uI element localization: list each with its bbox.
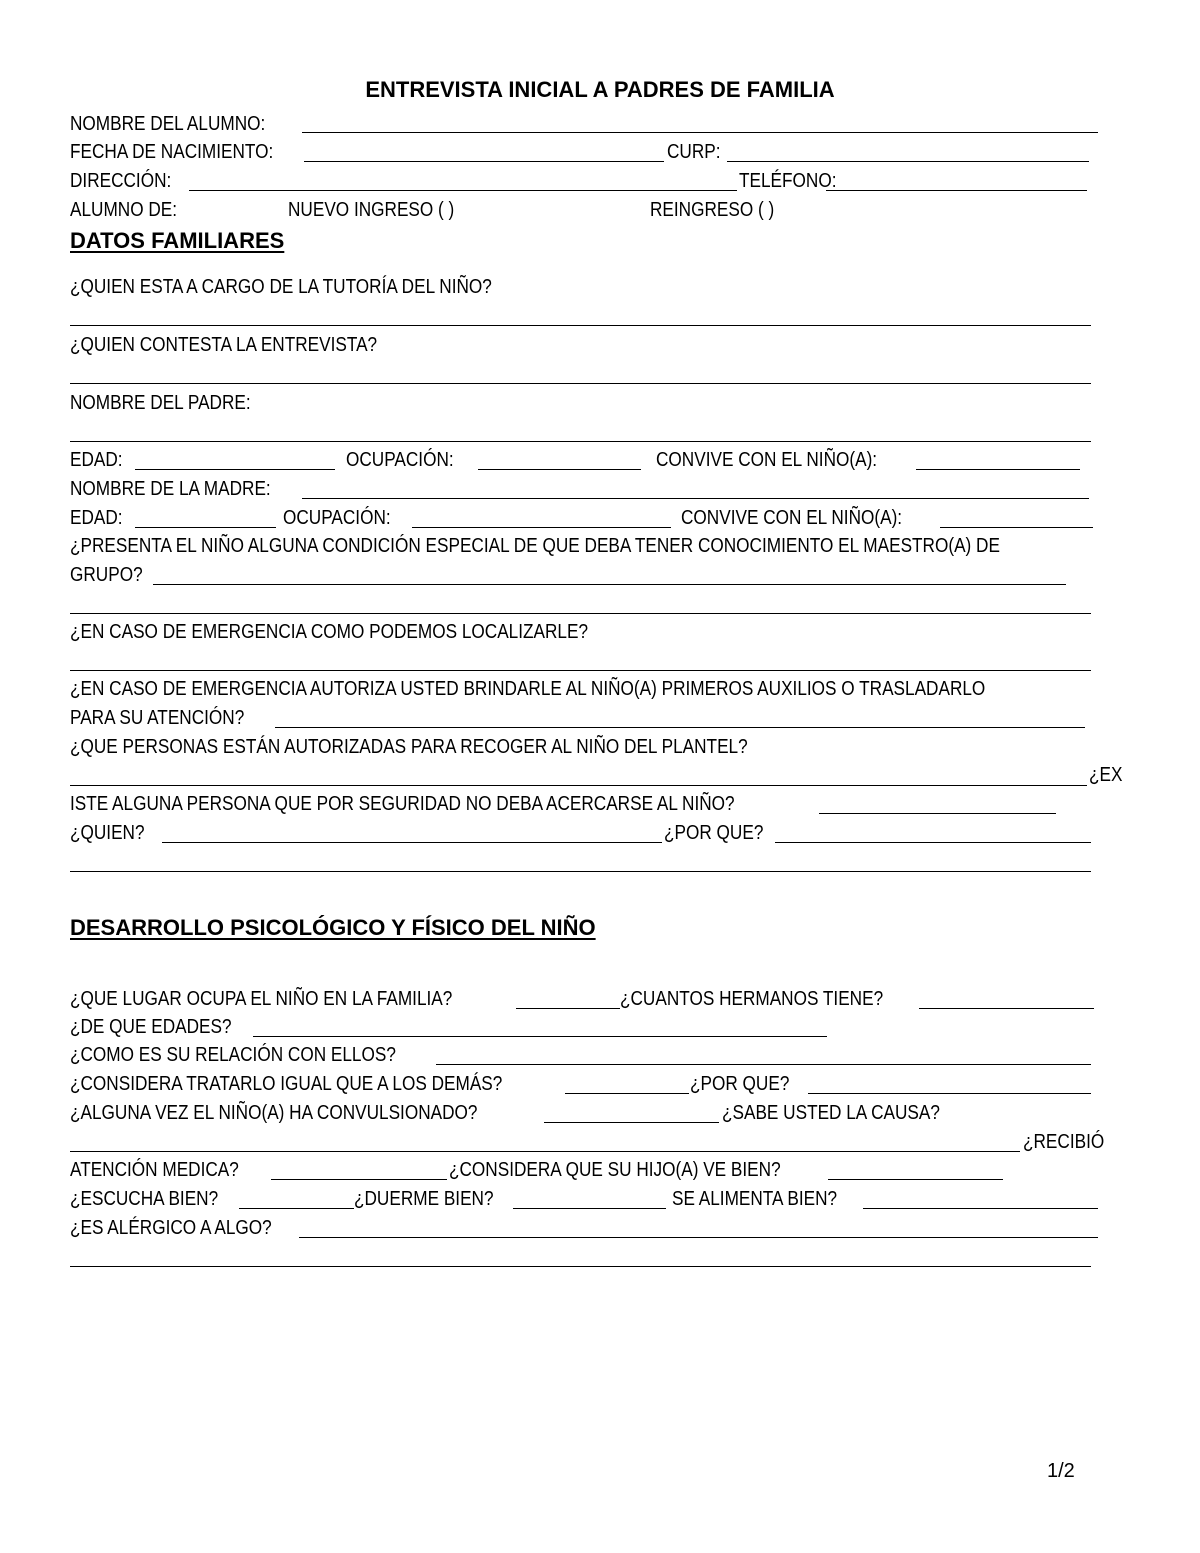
label-convive-padre: CONVIVE CON EL NIÑO(A): [656, 449, 878, 471]
label-relacion: ¿COMO ES SU RELACIÓN CON ELLOS? [70, 1044, 396, 1066]
label-curp: CURP: [667, 141, 721, 163]
label-escucha-bien: ¿ESCUCHA BIEN? [70, 1188, 219, 1210]
field-existe-persona[interactable] [819, 813, 1056, 814]
label-lugar-familia: ¿QUE LUGAR OCUPA EL NIÑO EN LA FAMILIA? [70, 988, 453, 1010]
label-condicion-especial: ¿PRESENTA EL NIÑO ALGUNA CONDICIÓN ESPECIAL DE QUE DEBA TENER CONOCIMIENTO EL MAESTRO(A) DE [70, 535, 1000, 557]
field-cuantos-hermanos[interactable] [919, 1008, 1094, 1009]
field-escucha-bien[interactable] [239, 1208, 354, 1209]
field-se-alimenta[interactable] [863, 1208, 1098, 1209]
field-edad-padre[interactable] [135, 469, 335, 470]
label-se-alimenta: SE ALIMENTA BIEN? [672, 1188, 838, 1210]
label-ocupacion-padre: OCUPACIÓN: [346, 449, 454, 471]
label-tratarlo-igual: ¿CONSIDERA TRATARLO IGUAL QUE A LOS DEMÁS? [70, 1073, 503, 1095]
label-ocupacion-madre: OCUPACIÓN: [283, 507, 391, 529]
label-emergencia-localizar: ¿EN CASO DE EMERGENCIA COMO PODEMOS LOCALIZARLE? [70, 621, 589, 643]
field-condicion-especial-cont[interactable] [70, 613, 1091, 614]
label-quien: ¿QUIEN? [70, 822, 145, 844]
field-fecha-nacimiento[interactable] [304, 161, 664, 162]
field-nombre-alumno[interactable] [302, 132, 1098, 133]
field-relacion[interactable] [436, 1064, 1091, 1065]
label-telefono: TELÉFONO: [739, 170, 837, 192]
label-personas-autorizadas: ¿QUE PERSONAS ESTÁN AUTORIZADAS PARA RECOGER AL NIÑO DEL PLANTEL? [70, 736, 748, 758]
label-alumno-de: ALUMNO DE: [70, 199, 178, 221]
label-edades: ¿DE QUE EDADES? [70, 1016, 232, 1038]
field-autoriza-auxilios[interactable] [275, 727, 1085, 728]
field-sabe-causa[interactable] [70, 1151, 1020, 1152]
label-existe-part1: ¿EX [1089, 764, 1123, 786]
label-edad-padre: EDAD: [70, 449, 123, 471]
field-ocupacion-padre[interactable] [478, 469, 641, 470]
label-convulsionado: ¿ALGUNA VEZ EL NIÑO(A) HA CONVULSIONADO? [70, 1102, 478, 1124]
field-atencion-medica[interactable] [271, 1179, 447, 1180]
field-convive-padre[interactable] [916, 469, 1080, 470]
label-por-que: ¿POR QUE? [664, 822, 764, 844]
field-edad-madre[interactable] [135, 527, 276, 528]
option-nuevo-ingreso[interactable]: NUEVO INGRESO ( ) [288, 199, 455, 221]
field-direccion[interactable] [189, 190, 737, 191]
label-nombre-alumno: NOMBRE DEL ALUMNO: [70, 113, 266, 135]
label-contesta: ¿QUIEN CONTESTA LA ENTREVISTA? [70, 334, 378, 356]
field-convulsionado[interactable] [544, 1122, 719, 1123]
field-emergencia-localizar[interactable] [70, 670, 1091, 671]
label-existe-persona: ISTE ALGUNA PERSONA QUE POR SEGURIDAD NO DEBA ACERCARSE AL NIÑO? [70, 793, 735, 815]
label-autoriza-atencion: PARA SU ATENCIÓN? [70, 707, 245, 729]
field-alergico-cont[interactable] [70, 1266, 1091, 1267]
label-tutoria: ¿QUIEN ESTA A CARGO DE LA TUTORÍA DEL NIÑO? [70, 276, 492, 298]
field-contesta[interactable] [70, 383, 1091, 384]
field-tutoria[interactable] [70, 325, 1091, 326]
option-reingreso[interactable]: REINGRESO ( ) [650, 199, 775, 221]
label-ve-bien: ¿CONSIDERA QUE SU HIJO(A) VE BIEN? [449, 1159, 781, 1181]
section-heading-datos-familiares: DATOS FAMILIARES [70, 228, 285, 253]
label-cuantos-hermanos: ¿CUANTOS HERMANOS TIENE? [620, 988, 884, 1010]
label-duerme-bien: ¿DUERME BIEN? [354, 1188, 494, 1210]
field-nombre-padre[interactable] [70, 441, 1091, 442]
label-condicion-grupo: GRUPO? [70, 564, 143, 586]
label-convive-madre: CONVIVE CON EL NIÑO(A): [681, 507, 903, 529]
field-convive-madre[interactable] [940, 527, 1093, 528]
field-ocupacion-madre[interactable] [412, 527, 671, 528]
label-recibio-part1: ¿RECIBIÓ [1023, 1131, 1105, 1153]
label-alergico: ¿ES ALÉRGICO A ALGO? [70, 1217, 272, 1239]
field-lugar-familia[interactable] [516, 1008, 620, 1009]
field-personas-autorizadas[interactable] [70, 785, 1087, 786]
field-por-que[interactable] [775, 842, 1091, 843]
field-duerme-bien[interactable] [513, 1208, 666, 1209]
field-condicion-especial[interactable] [153, 584, 1066, 585]
label-nombre-padre: NOMBRE DEL PADRE: [70, 392, 251, 414]
label-nombre-madre: NOMBRE DE LA MADRE: [70, 478, 271, 500]
field-por-que-trato[interactable] [808, 1093, 1091, 1094]
field-ve-bien[interactable] [828, 1179, 1003, 1180]
page-title: ENTREVISTA INICIAL A PADRES DE FAMILIA [365, 77, 835, 102]
page-number: 1/2 [1047, 1460, 1075, 1482]
field-telefono[interactable] [826, 190, 1087, 191]
label-por-que-trato: ¿POR QUE? [690, 1073, 790, 1095]
field-curp[interactable] [727, 161, 1089, 162]
label-edad-madre: EDAD: [70, 507, 123, 529]
label-direccion: DIRECCIÓN: [70, 170, 172, 192]
field-alergico[interactable] [299, 1237, 1098, 1238]
field-quien[interactable] [162, 842, 662, 843]
label-fecha-nacimiento: FECHA DE NACIMIENTO: [70, 141, 274, 163]
section-heading-desarrollo: DESARROLLO PSICOLÓGICO Y FÍSICO DEL NIÑO [70, 915, 596, 940]
field-edades[interactable] [253, 1036, 827, 1037]
field-tratarlo-igual[interactable] [565, 1093, 689, 1094]
label-atencion-medica: ATENCIÓN MEDICA? [70, 1159, 239, 1181]
label-sabe-causa: ¿SABE USTED LA CAUSA? [722, 1102, 940, 1124]
label-autoriza-auxilios: ¿EN CASO DE EMERGENCIA AUTORIZA USTED BRINDARLE AL NIÑO(A) PRIMEROS AUXILIOS O TRASLADARLO [70, 678, 986, 700]
field-nombre-madre[interactable] [302, 498, 1089, 499]
field-por-que-cont[interactable] [70, 871, 1091, 872]
